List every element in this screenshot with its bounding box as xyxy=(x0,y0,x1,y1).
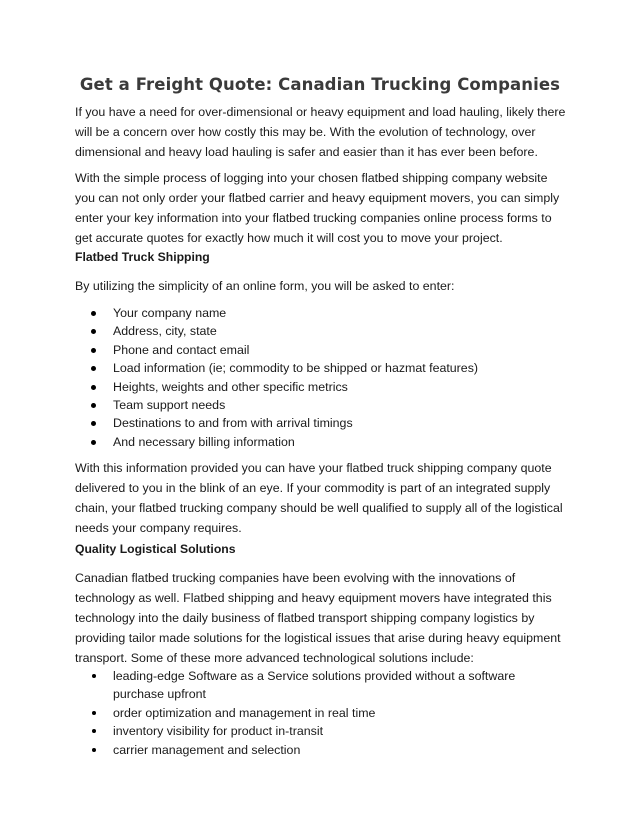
bullet-icon xyxy=(92,748,96,752)
intro-paragraph-2: With the simple process of logging into your chosen flatbed shipping company website you can not only order your flatbed carrier and heavy equipment movers, you can simply enter your key information into your flatbed trucking companies online process forms to get accurate quotes for exactly how much it will cost you to move your project. xyxy=(75,171,560,245)
list-item: Address, city, state xyxy=(75,322,567,340)
list-item: carrier management and selection xyxy=(75,741,567,759)
list-item: Heights, weights and other specific metrics xyxy=(75,378,567,396)
list-item: order optimization and management in real time xyxy=(75,704,567,722)
page-title: Get a Freight Quote: Canadian Trucking Companies xyxy=(79,75,561,94)
bullet-icon xyxy=(91,366,96,371)
list-item: Phone and contact email xyxy=(75,341,567,359)
bullet-icon xyxy=(92,674,96,678)
flatbed-closing-paragraph: With this information provided you can have your flatbed truck shipping company quote delivered to you in the blink of an eye. If your commodity is part of an integrated supply chain, your flatbed trucking company should be well qualified to supply all of the logistical needs your company requires. xyxy=(75,461,563,535)
list-item: And necessary billing information xyxy=(75,433,567,451)
bullet-icon xyxy=(92,729,96,733)
bullet-icon xyxy=(91,403,96,408)
solutions-list xyxy=(75,667,567,759)
form-fields-list xyxy=(75,304,567,451)
list-item: inventory visibility for product in-transit xyxy=(75,722,567,740)
list-item: Team support needs xyxy=(75,396,567,414)
list-item: Your company name xyxy=(75,304,567,322)
bullet-icon xyxy=(91,311,96,316)
bullet-icon xyxy=(91,440,96,445)
list-item: Load information (ie; commodity to be shipped or hazmat features) xyxy=(75,359,567,377)
section-heading-flatbed-truck-shipping: Flatbed Truck Shipping xyxy=(75,250,210,264)
list-item: Destinations to and from with arrival timings xyxy=(75,414,567,432)
logistics-paragraph: Canadian flatbed trucking companies have been evolving with the innovations of technology as well. Flatbed shipping and heavy equipment movers have integrated this technology into the daily business of flatbed transport shipping company logistics by providing tailor made solutions for the logistical issues that arise during heavy equipment transport. Some of these more advanced technological solutions include: xyxy=(75,571,561,665)
form-lead-text: By utilizing the simplicity of an online form, you will be asked to enter: xyxy=(75,279,455,293)
section-heading-quality-logistical-solutions: Quality Logistical Solutions xyxy=(75,542,236,556)
bullet-icon xyxy=(91,421,96,426)
bullet-icon xyxy=(91,348,96,353)
bullet-icon xyxy=(91,385,96,390)
bullet-icon xyxy=(92,711,96,715)
intro-paragraph-1: If you have a need for over-dimensional or heavy equipment and load hauling, likely there will be a concern over how costly this may be. With the evolution of technology, over dimensional and heavy load hauling is safer and easier than it has ever been before. xyxy=(75,105,566,159)
list-item: leading-edge Software as a Service solutions provided without a software purchase upfront xyxy=(75,667,567,704)
bullet-icon xyxy=(91,329,96,334)
